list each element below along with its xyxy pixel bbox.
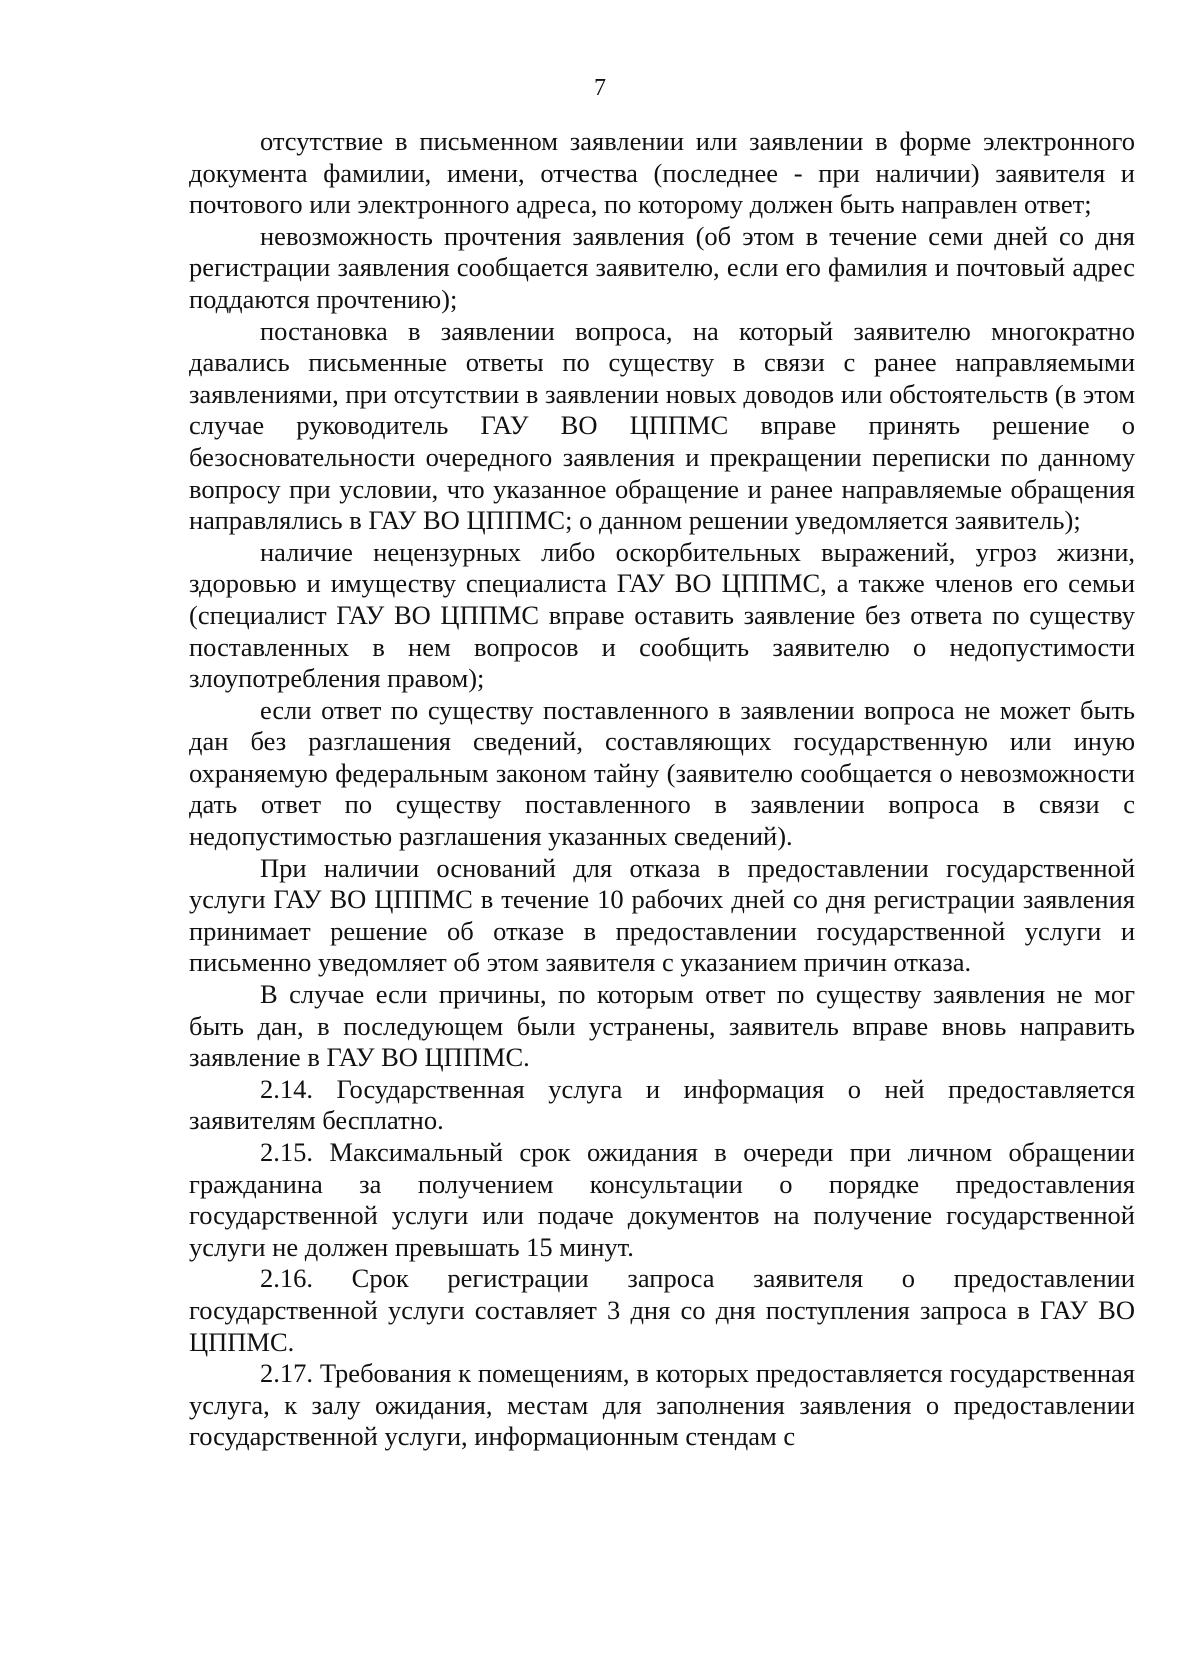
paragraph-repeated-question: постановка в заявлении вопроса, на который заявителю многократно давались письменные ответы по существу в связи с ранее направляемыми заявлениями, при отсутствии в заявлении новых доводов или обстоятельств (в этом случае руководитель ГАУ ВО ЦППМС вправе принять решение о безосновательности очередного заявления и прекращении переписки по данному вопросу при условии, что указанное обращение и ранее направляемые обращения направлялись в ГАУ ВО ЦППМС; о данном решении уведомляется заявитель); xyxy=(189,315,1135,536)
paragraph-protected-secret: если ответ по существу поставленного в заявлении вопроса не может быть дан без разглашения сведений, составляющих государственную или иную охраняемую федеральным законом тайну (заявителю сообщается о невозможности дать ответ по существу поставленного в заявлении вопроса в связи с недопустимостью разглашения указанных сведений). xyxy=(189,694,1135,852)
paragraph-offensive-language: наличие нецензурных либо оскорбительных выражений, угроз жизни, здоровью и имуществу специалиста ГАУ ВО ЦППМС, а также членов его семьи (специалист ГАУ ВО ЦППМС вправе оставить заявление без ответа по существу поставленных в нем вопросов и сообщить заявителю о недопустимости злоупотребления правом); xyxy=(189,536,1135,694)
document-body xyxy=(189,126,1135,1453)
paragraph-unreadable-application: невозможность прочтения заявления (об этом в течение семи дней со дня регистрации заявления сообщается заявителю, если его фамилия и почтовый адрес поддаются прочтению); xyxy=(189,220,1135,314)
paragraph-reasons-eliminated: В случае если причины, по которым ответ по существу заявления не мог быть дан, в последующем были устранены, заявитель вправе вновь направить заявление в ГАУ ВО ЦППМС. xyxy=(189,979,1135,1073)
paragraph-clause-2-16: 2.16. Срок регистрации запроса заявителя о предоставлении государственной услуги составляет 3 дня со дня поступления запроса в ГАУ ВО ЦППМС. xyxy=(189,1263,1135,1357)
paragraph-missing-applicant-details: отсутствие в письменном заявлении или заявлении в форме электронного документа фамилии, имени, отчества (последнее - при наличии) заявителя и почтового или электронного адреса, по которому должен быть направлен ответ; xyxy=(189,126,1135,220)
paragraph-clause-2-14: 2.14. Государственная услуга и информация о ней предоставляется заявителям бесплатно. xyxy=(189,1073,1135,1136)
paragraph-refusal-grounds: При наличии оснований для отказа в предоставлении государственной услуги ГАУ ВО ЦППМС в течение 10 рабочих дней со дня регистрации заявления принимает решение об отказе в предоставлении государственной услуги и письменно уведомляет об этом заявителя с указанием причин отказа. xyxy=(189,852,1135,978)
paragraph-clause-2-15: 2.15. Максимальный срок ожидания в очереди при личном обращении гражданина за получением консультации о порядке предоставления государственной услуги или подаче документов на получение государственной услуги не должен превышать 15 минут. xyxy=(189,1137,1135,1262)
paragraph-clause-2-17: 2.17. Требования к помещениям, в которых предоставляется государственная услуга, к залу ожидания, местам для заполнения заявления о предоставлении государственной услуги, информационным стендам с xyxy=(189,1358,1135,1452)
page-number: 7 xyxy=(594,75,606,101)
